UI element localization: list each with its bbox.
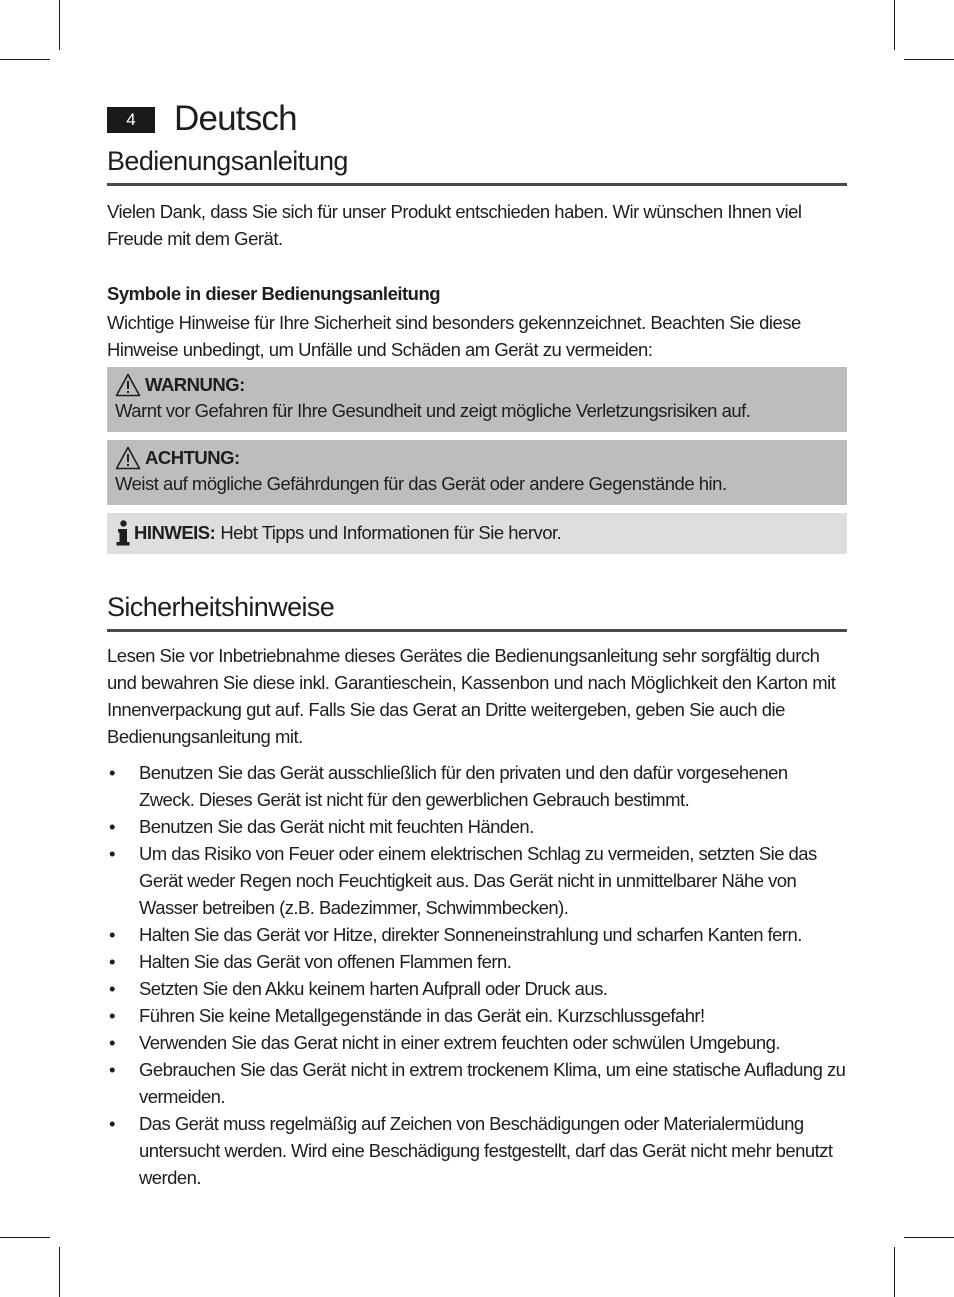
warning-title [115,373,839,397]
list-item [107,1110,847,1191]
safety-list [107,759,847,1191]
page-header [107,100,847,138]
symbols-heading: Symbole in dieser Bedienungsanleitung [107,283,441,304]
list-item-text: Um das Risiko von Feuer oder einem elektrischen Schlag zu vermeiden, setzten Sie das Gerät weder Regen noch Feuchtigkeit aus. Das Gerät nicht in unmittelbarer Nähe von Wasser betreiben (z.B. Badezimmer, Schwimmbecken). [139,843,817,918]
list-item-text: Das Gerät muss regelmäßig auf Zeichen von Beschädigungen oder Materialermüdung untersucht werden. Wird eine Beschädigung festgestellt, darf das Gerät nicht mehr benutzt werden. [139,1113,833,1188]
hint-label: HINWEIS: [134,522,216,543]
warning-triangle-icon [115,373,141,397]
language-title: Deutsch [174,99,297,138]
list-item-text: Benutzen Sie das Gerät ausschließlich für den privaten und den dafür vorgesehenen Zweck. Dieses Gerät ist nicht für den gewerblichen Gebrauch bestimmt. [139,762,788,810]
page-number: 4 [107,107,155,133]
list-item [107,813,847,840]
list-item [107,759,847,813]
safety-intro-paragraph: Lesen Sie vor Inbetriebnahme dieses Gerätes die Bedienungsanleitung sehr sorgfältig durch und bewahren Sie diese inkl. Garantieschein, Kassenbon und nach Möglichkeit den Karton mit Innenverpackung gut auf. Falls Sie das Gerat an Dritte weitergeben, geben Sie auch die Bedienungsanleitung mit. [107,645,836,747]
crop-mark [0,1237,50,1238]
list-item-text: Benutzen Sie das Gerät nicht mit feuchten Händen. [139,816,534,837]
hint-callout [107,513,847,554]
manual-page [107,100,847,1191]
crop-mark [894,0,895,50]
warning-callout [107,367,847,432]
caution-label: ACHTUNG: [145,447,240,468]
list-item-text: Verwenden Sie das Gerat nicht in einer extrem feuchten oder schwülen Umgebung. [139,1032,780,1053]
info-icon [115,520,131,546]
bullet-dot: • [109,978,115,999]
list-item-text: Setzten Sie den Akku keinem harten Aufprall oder Druck aus. [139,978,608,999]
caution-text: Weist auf mögliche Gefährdungen für das Gerät oder andere Gegenstände hin. [115,473,727,494]
crop-mark [59,0,60,50]
crop-mark [0,59,50,60]
bullet-dot: • [109,951,115,972]
bullet-dot: • [109,1113,115,1134]
caution-callout [107,440,847,505]
bullet-dot: • [109,843,115,864]
list-item [107,975,847,1002]
list-item-text: Gebrauchen Sie das Gerät nicht in extrem trockenem Klima, um eine statische Aufladung zu vermeiden. [139,1059,846,1107]
hint-text: Hebt Tipps und Informationen für Sie hervor. [220,522,562,543]
list-item-text: Halten Sie das Gerät vor Hitze, direkter Sonneneinstrahlung und scharfen Kanten fern. [139,924,802,945]
list-item-text: Halten Sie das Gerät von offenen Flammen fern. [139,951,512,972]
intro-paragraph: Vielen Dank, dass Sie sich für unser Produkt entschieden haben. Wir wünschen Ihnen viel Freude mit dem Gerät. [107,201,802,249]
warning-label: WARNUNG: [145,374,245,395]
warning-text: Warnt vor Gefahren für Ihre Gesundheit und zeigt mögliche Verletzungsrisiken auf. [115,400,751,421]
bullet-dot: • [109,1032,115,1053]
manual-heading: Bedienungsanleitung [107,146,847,186]
crop-mark [59,1247,60,1297]
list-item-text: Führen Sie keine Metallgegenstände in das Gerät ein. Kurzschlussgefahr! [139,1005,705,1026]
list-item [107,1002,847,1029]
bullet-dot: • [109,1005,115,1026]
list-item [107,1056,847,1110]
symbols-paragraph: Wichtige Hinweise für Ihre Sicherheit sind besonders gekennzeichnet. Beachten Sie diese Hinweise unbedingt, um Unfälle und Schäden am Gerät zu vermeiden: [107,312,801,360]
crop-mark [904,59,954,60]
list-item [107,1029,847,1056]
list-item [107,840,847,921]
bullet-dot: • [109,924,115,945]
crop-mark [904,1237,954,1238]
warning-triangle-icon [115,446,141,470]
bullet-dot: • [109,762,115,783]
caution-title [115,446,839,470]
bullet-dot: • [109,816,115,837]
safety-heading: Sicherheitshinweise [107,592,847,632]
hint-row [115,520,839,546]
crop-mark [894,1247,895,1297]
bullet-dot: • [109,1059,115,1080]
list-item [107,948,847,975]
list-item [107,921,847,948]
